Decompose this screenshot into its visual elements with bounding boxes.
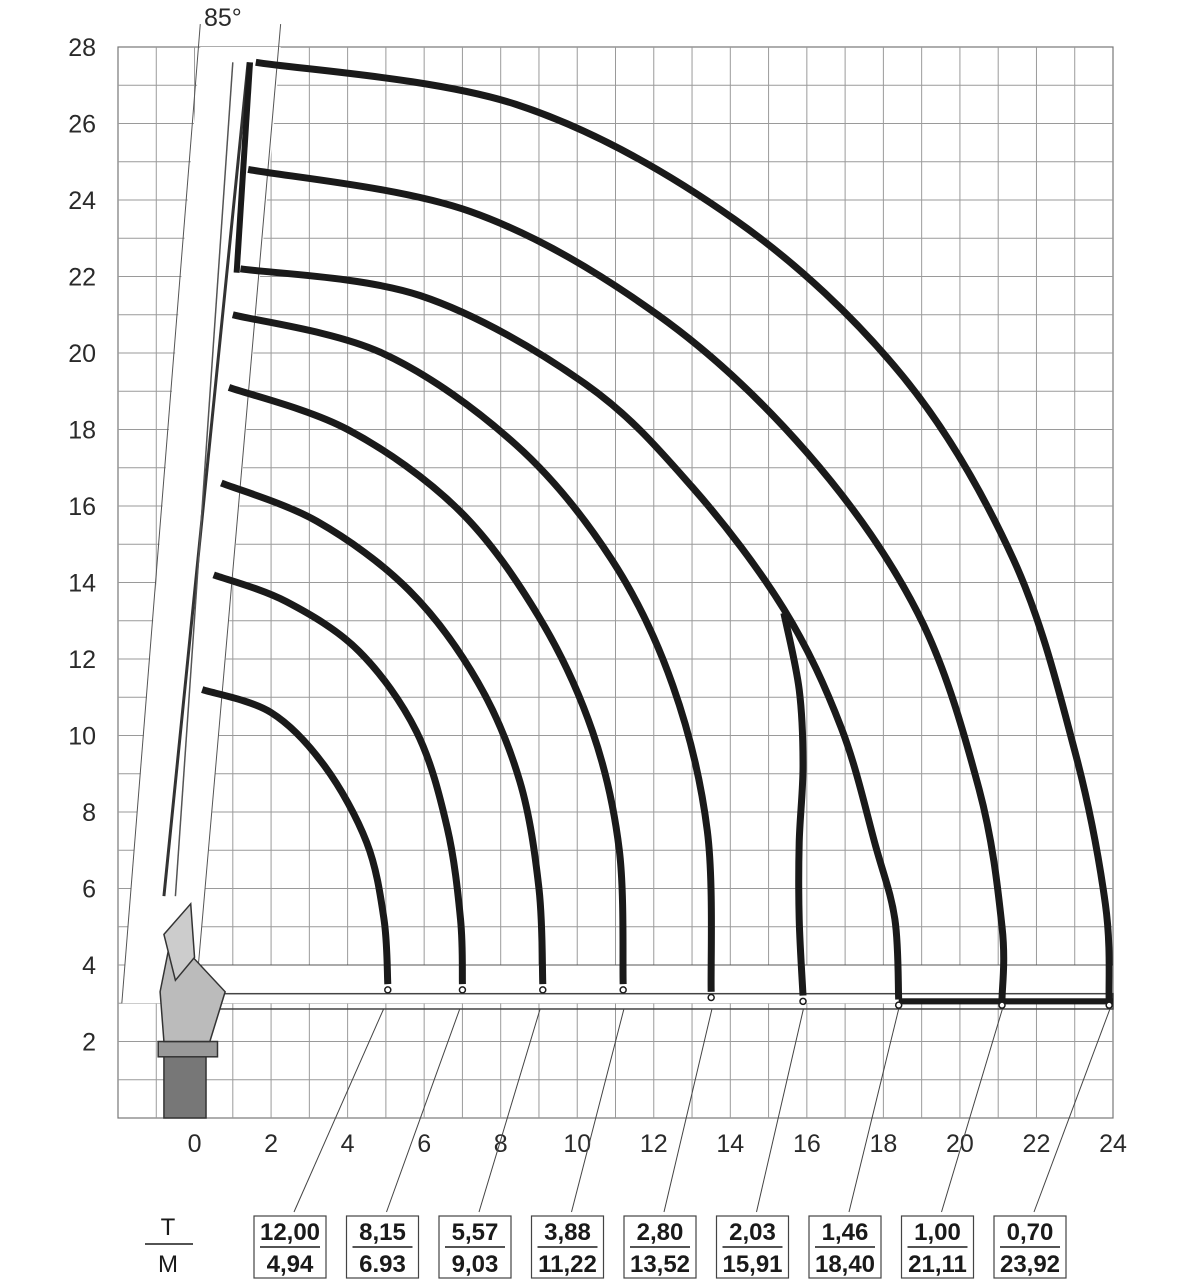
load-table-column xyxy=(254,1216,326,1278)
boom-angle-label: 85° xyxy=(204,4,242,32)
boom-hook-point xyxy=(896,1002,902,1008)
load-value: 2,80 xyxy=(636,1219,684,1246)
x-tick-label: 0 xyxy=(187,1130,202,1158)
load-value: 5,57 xyxy=(451,1219,499,1246)
crane-slewing-ring xyxy=(158,1042,217,1057)
load-table-column xyxy=(532,1216,604,1278)
x-tick-label: 4 xyxy=(340,1130,355,1158)
boom-hook-point xyxy=(540,987,546,993)
y-tick-label: 12 xyxy=(68,646,96,674)
x-tick-label: 10 xyxy=(563,1130,592,1158)
reach-value: 11,22 xyxy=(538,1251,597,1278)
x-tick-label: 14 xyxy=(716,1130,745,1158)
load-table-column xyxy=(809,1216,881,1278)
load-table-column xyxy=(347,1216,419,1278)
load-curve xyxy=(233,315,712,992)
load-curve xyxy=(784,613,803,996)
load-curve xyxy=(202,690,388,985)
boom-hook-point xyxy=(459,987,465,993)
x-tick-label: 6 xyxy=(417,1130,432,1158)
x-tick-label: 18 xyxy=(869,1130,898,1158)
x-tick-label: 24 xyxy=(1099,1130,1127,1158)
y-axis-ticks xyxy=(68,34,96,1057)
y-tick-label: 28 xyxy=(68,34,96,62)
boom-hook-point xyxy=(385,987,391,993)
x-tick-label: 20 xyxy=(946,1130,974,1158)
leader-line xyxy=(387,1009,460,1212)
y-tick-label: 26 xyxy=(68,110,96,139)
load-table-column xyxy=(624,1216,696,1278)
table-label-t: T xyxy=(160,1214,176,1241)
leader-line xyxy=(479,1009,540,1212)
boom-hook-point xyxy=(999,1002,1005,1008)
load-curve xyxy=(229,387,623,984)
y-tick-label: 8 xyxy=(82,799,96,827)
horizontal-boom-tip xyxy=(899,998,1113,1004)
leader-line xyxy=(942,1009,1003,1212)
boom-hook-point xyxy=(800,998,806,1004)
x-tick-label: 2 xyxy=(264,1130,279,1158)
load-value: 1,00 xyxy=(914,1219,961,1246)
y-tick-label: 14 xyxy=(68,569,96,598)
reach-value: 6.93 xyxy=(359,1251,406,1278)
load-value: 8,15 xyxy=(359,1219,406,1246)
leader-line xyxy=(849,1009,899,1212)
y-tick-label: 6 xyxy=(82,875,96,904)
load-value: 12,00 xyxy=(259,1219,321,1246)
crane-base xyxy=(164,1049,206,1118)
y-tick-label: 2 xyxy=(82,1028,96,1057)
leader-line xyxy=(1034,1009,1110,1212)
leader-line xyxy=(664,1009,712,1212)
y-tick-label: 20 xyxy=(68,340,96,368)
load-value: 2,03 xyxy=(729,1219,776,1246)
table-label-m: M xyxy=(158,1251,178,1278)
x-tick-label: 12 xyxy=(639,1130,668,1158)
load-value: 1,46 xyxy=(821,1219,869,1246)
leader-line xyxy=(294,1009,384,1212)
crane-boom-drawing xyxy=(158,62,1113,1118)
leader-line xyxy=(757,1009,804,1212)
load-table-column xyxy=(439,1216,511,1278)
x-tick-label: 16 xyxy=(792,1130,821,1158)
reach-value: 15,91 xyxy=(722,1251,783,1278)
y-tick-label: 16 xyxy=(68,493,96,521)
load-curve xyxy=(256,62,1109,999)
boom-hook-point xyxy=(708,995,714,1001)
boom-hook-point xyxy=(620,987,626,993)
load-value: 0,70 xyxy=(1006,1219,1054,1246)
boom-hook-point xyxy=(1106,1002,1112,1008)
y-tick-label: 4 xyxy=(82,952,96,980)
load-curves xyxy=(202,62,1112,1008)
leader-line xyxy=(572,1009,624,1212)
y-tick-label: 22 xyxy=(68,263,96,292)
load-table-column xyxy=(902,1216,974,1278)
x-tick-label: 8 xyxy=(493,1130,508,1158)
reach-value: 21,11 xyxy=(908,1251,967,1278)
y-tick-label: 10 xyxy=(68,722,96,751)
load-table-column xyxy=(994,1216,1066,1278)
reach-value: 4,94 xyxy=(266,1251,314,1278)
reach-value: 9,03 xyxy=(451,1251,499,1278)
reach-value: 13,52 xyxy=(629,1251,691,1278)
y-tick-label: 18 xyxy=(68,416,96,445)
y-tick-label: 24 xyxy=(68,187,96,215)
load-value: 3,88 xyxy=(544,1219,591,1246)
x-tick-label: 22 xyxy=(1022,1130,1051,1158)
load-table-column xyxy=(717,1216,789,1278)
reach-value: 18,40 xyxy=(814,1251,876,1278)
reach-value: 23,92 xyxy=(999,1251,1061,1278)
